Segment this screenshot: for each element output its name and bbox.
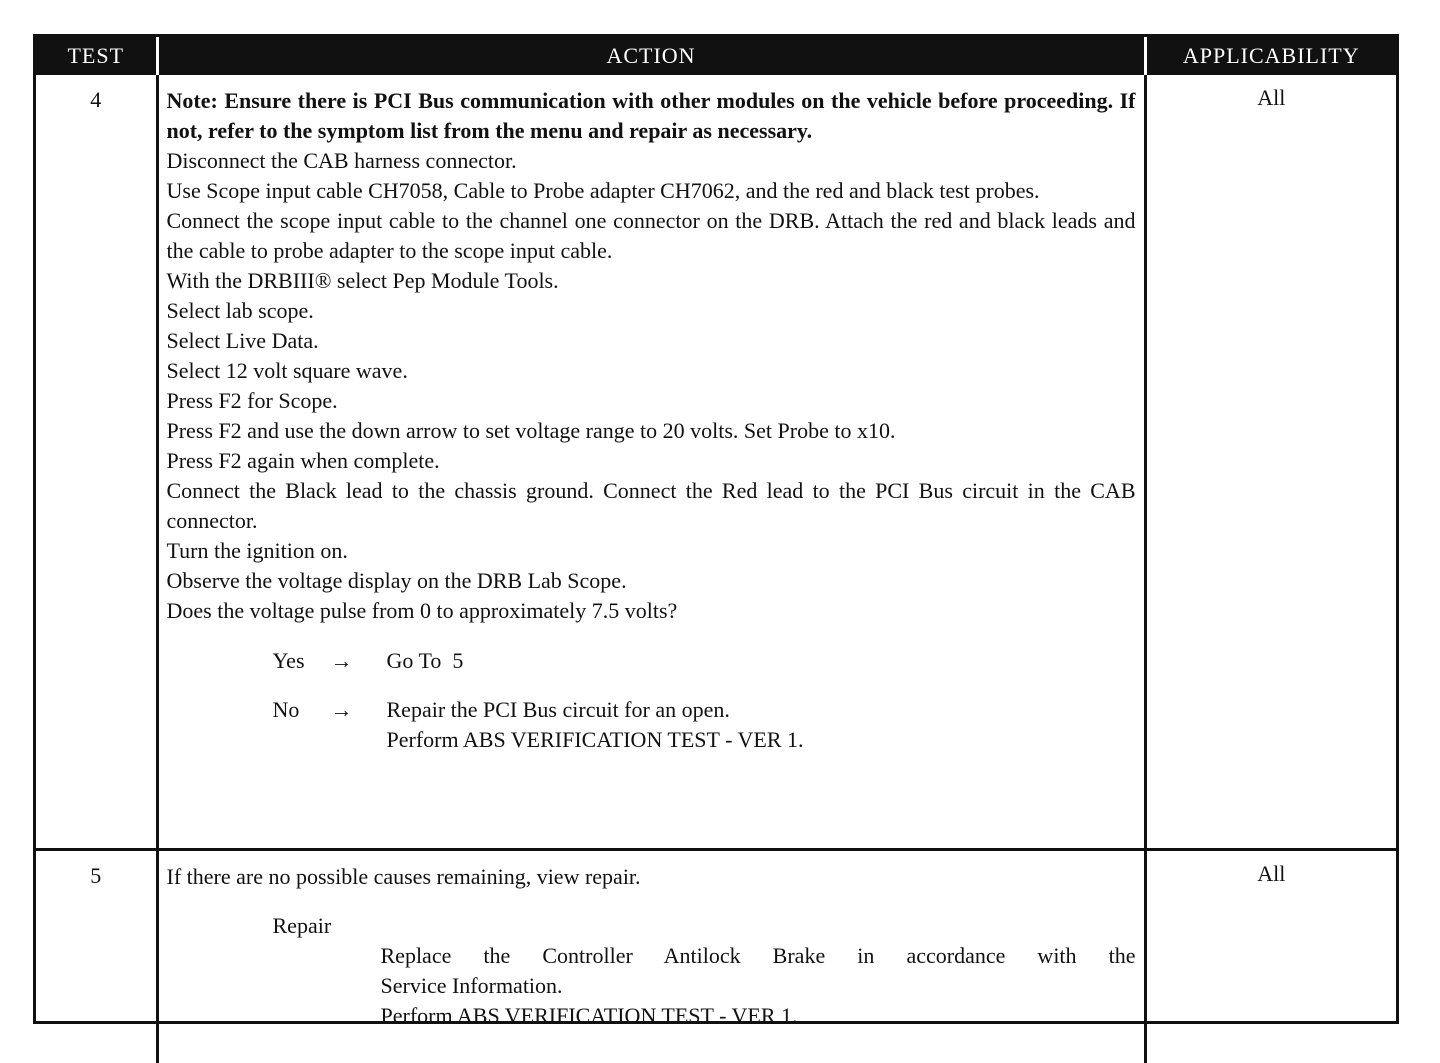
step-text: Press F2 again when complete. bbox=[167, 446, 1136, 476]
header-applicability: APPLICABILITY bbox=[1145, 37, 1396, 75]
no-result-line: Perform ABS VERIFICATION TEST - VER 1. bbox=[387, 725, 1136, 755]
step-text: With the DRBIII® select Pep Module Tools. bbox=[167, 266, 1136, 296]
step-text: Press F2 and use the down arrow to set voltage range to 20 volts. Set Probe to x10. bbox=[167, 416, 1136, 446]
diagnostic-test-table bbox=[36, 37, 1396, 1063]
yes-option bbox=[273, 646, 1136, 676]
applicability-value: All bbox=[1145, 75, 1396, 850]
repair-block bbox=[273, 911, 1136, 1031]
step-text: If there are no possible causes remaining, view repair. bbox=[167, 862, 1136, 892]
yes-result-text: Go To 5 bbox=[387, 646, 1136, 676]
repair-line: Perform ABS VERIFICATION TEST - VER 1. bbox=[381, 1001, 1136, 1031]
step-text: Disconnect the CAB harness connector. bbox=[167, 146, 1136, 176]
test-number: 5 bbox=[36, 850, 157, 1063]
step-text: Does the voltage pulse from 0 to approximately 7.5 volts? bbox=[167, 596, 1136, 626]
step-text: Turn the ignition on. bbox=[167, 536, 1136, 566]
step-text: Observe the voltage display on the DRB Lab Scope. bbox=[167, 566, 1136, 596]
note-text: Note: Ensure there is PCI Bus communication with other modules on the vehicle before proceeding. If not, refer to the symptom list from the menu and repair as necessary. bbox=[167, 86, 1136, 146]
applicability-value: All bbox=[1145, 850, 1396, 1063]
repair-instructions bbox=[381, 941, 1136, 1031]
step-text: Select 12 volt square wave. bbox=[167, 356, 1136, 386]
action-cell bbox=[157, 75, 1145, 850]
repair-line: Service Information. bbox=[381, 971, 1136, 1001]
right-arrow-icon: → bbox=[331, 695, 387, 725]
diagnostic-table-frame bbox=[33, 34, 1399, 1024]
test-number: 4 bbox=[36, 75, 157, 850]
table-row bbox=[36, 850, 1396, 1063]
table-row bbox=[36, 75, 1396, 850]
repair-line: Replace the Controller Antilock Brake in accordance with the bbox=[381, 941, 1136, 971]
header-action: ACTION bbox=[157, 37, 1145, 75]
action-cell bbox=[157, 850, 1145, 1063]
step-text: Select lab scope. bbox=[167, 296, 1136, 326]
step-text: Connect the scope input cable to the channel one connector on the DRB. Attach the red and black leads and the cable to probe adapter to the scope input cable. bbox=[167, 206, 1136, 266]
right-arrow-icon: → bbox=[331, 646, 387, 676]
step-text: Connect the Black lead to the chassis ground. Connect the Red lead to the PCI Bus circuit in the CAB connector. bbox=[167, 476, 1136, 536]
header-test: TEST bbox=[36, 37, 157, 75]
step-text: Press F2 for Scope. bbox=[167, 386, 1136, 416]
no-option bbox=[273, 695, 1136, 755]
yes-label: Yes bbox=[273, 646, 331, 676]
repair-label: Repair bbox=[273, 911, 1136, 941]
no-result-line: Repair the PCI Bus circuit for an open. bbox=[387, 695, 1136, 725]
no-label: No bbox=[273, 695, 331, 725]
table-header bbox=[36, 37, 1396, 75]
no-result-text bbox=[387, 695, 1136, 755]
step-text: Use Scope input cable CH7058, Cable to Probe adapter CH7062, and the red and black test probes. bbox=[167, 176, 1136, 206]
result-options bbox=[273, 646, 1136, 755]
step-text: Select Live Data. bbox=[167, 326, 1136, 356]
